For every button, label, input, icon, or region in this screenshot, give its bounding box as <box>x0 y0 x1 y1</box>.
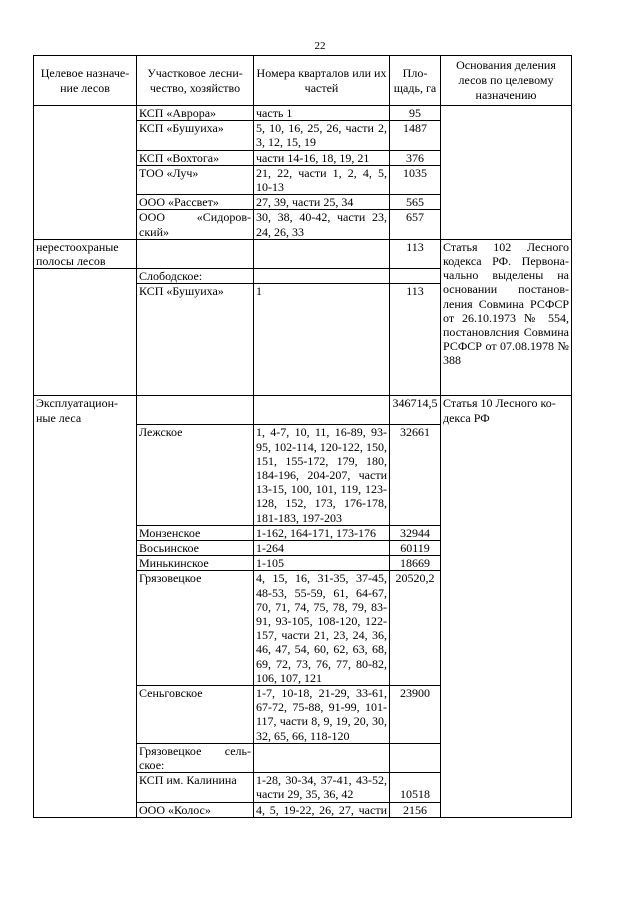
area-cell: 1487 <box>390 121 441 150</box>
area-cell: 32661 <box>390 425 441 525</box>
header-area: Пло-щадь, га <box>390 56 441 106</box>
quarters-cell: часть 1 <box>254 106 390 121</box>
page-number: 22 <box>314 40 326 52</box>
area-cell: 32944 <box>390 525 441 540</box>
table-row <box>34 396 572 425</box>
quarters-cell-empty <box>254 239 390 268</box>
area-cell: 23900 <box>390 686 441 744</box>
purpose-cell-empty <box>34 269 137 396</box>
area-cell: 20520,2 <box>390 571 441 686</box>
forestry-cell: КСП «Бушуиха» <box>137 121 254 150</box>
quarters-cell: 1-264 <box>254 540 390 555</box>
table-header-row <box>34 56 572 106</box>
quarters-cell: 1, 4-7, 10, 11, 16-89, 93-95, 102-114, 120-122, 150, 151, 155-172, 179, 180, 184-196, 204-207, части 13-15, 100, 101, 119, 123-128, 152, 173, 176-178, 181-183, 197-203 <box>254 425 390 525</box>
header-purpose: Целевое назначе-ние лесов <box>34 56 137 106</box>
purpose-cell-empty <box>34 106 137 240</box>
quarters-cell: части 14-16, 18, 19, 21 <box>254 150 390 165</box>
forestry-cell: ООО «Колос» <box>137 802 254 817</box>
forestry-cell: Восьинское <box>137 540 254 555</box>
area-cell-empty <box>390 743 441 772</box>
forestry-cell: ТОО «Луч» <box>137 165 254 194</box>
forestry-cell-empty <box>137 396 254 425</box>
area-cell: 95 <box>390 106 441 121</box>
area-cell: 60119 <box>390 540 441 555</box>
area-cell: 376 <box>390 150 441 165</box>
table-row <box>34 239 572 268</box>
quarters-cell: 1-105 <box>254 556 390 571</box>
forestry-cell: КСП им. Калинина <box>137 773 254 802</box>
quarters-cell-empty <box>254 396 390 425</box>
quarters-cell: 1-7, 10-18, 21-29, 33-61, 67-72, 75-88, 91-99, 101-117, части 8, 9, 19, 20, 30, 32, 65, 66, 118-120 <box>254 686 390 744</box>
quarters-cell: 30, 38, 40-42, части 23, 24, 26, 33 <box>254 210 390 239</box>
forest-purpose-table <box>33 55 572 818</box>
forestry-cell: КСП «Бушуиха» <box>137 284 254 396</box>
forestry-cell: КСП «Аврора» <box>137 106 254 121</box>
quarters-cell-empty <box>254 743 390 772</box>
forestry-cell: Грязовецкое <box>137 571 254 686</box>
forestry-cell: Грязовецкое сель-ское: <box>137 743 254 772</box>
area-cell: 1035 <box>390 165 441 194</box>
purpose-cell: Эксплуатацион-ные леса <box>34 396 137 425</box>
quarters-cell: 1-162, 164-171, 173-176 <box>254 525 390 540</box>
quarters-cell: 27, 39, части 25, 34 <box>254 195 390 210</box>
forestry-cell: Слободское: <box>137 269 254 284</box>
area-cell: 565 <box>390 195 441 210</box>
area-total-cell: 346714,5 <box>390 396 441 425</box>
quarters-cell: 4, 15, 16, 31-35, 37-45, 48-53, 55-59, 61, 64-67, 70, 71, 74, 75, 78, 79, 83-91, 93-105, 108-120, 122-157, части 21, 23, 24, 36, 46, 47, 54, 60, 62, 63, 68, 69, 72, 73, 76, 77, 80-82, 106, 107, 121 <box>254 571 390 686</box>
quarters-cell: 4, 5, 19-22, 26, 27, части <box>254 802 390 817</box>
quarters-cell: 21, 22, части 1, 2, 4, 5, 10-13 <box>254 165 390 194</box>
header-quarters: Номера кварталов или их частей <box>254 56 390 106</box>
forestry-cell: КСП «Вохтога» <box>137 150 254 165</box>
area-cell: 10518 <box>390 773 441 802</box>
quarters-cell: 1-28, 30-34, 37-41, 43-52, части 29, 35, 36, 42 <box>254 773 390 802</box>
area-cell-empty <box>390 269 441 284</box>
forestry-cell: Сеньговское <box>137 686 254 744</box>
quarters-cell-empty <box>254 269 390 284</box>
quarters-cell: 1 <box>254 284 390 396</box>
basis-cell: Статья 10 Лесного ко-декса РФ <box>441 396 572 817</box>
basis-cell: Статья 102 Лесного кодекса РФ. Первона-чально выделены на основании постанов-ления Совмина РСФСР от 26.10.1973 № 554, постановлсния Совмина РСФСР от 07.08.1978 № 388 <box>441 239 572 396</box>
forestry-cell-empty <box>137 239 254 268</box>
quarters-cell: 5, 10, 16, 25, 26, части 2, 3, 12, 15, 19 <box>254 121 390 150</box>
area-total-cell: 113 <box>390 239 441 268</box>
header-basis: Основания деления лесов по целевому назначению <box>441 56 572 106</box>
table-row <box>34 106 572 121</box>
purpose-cell: нерестоохраные полосы лесов <box>34 239 137 268</box>
purpose-cell-empty <box>34 425 137 817</box>
area-cell: 18669 <box>390 556 441 571</box>
forestry-cell: Монзенское <box>137 525 254 540</box>
area-cell: 657 <box>390 210 441 239</box>
header-forestry: Участковое лесни-чество, хозяйство <box>137 56 254 106</box>
basis-cell-empty <box>441 106 572 240</box>
area-cell: 113 <box>390 284 441 396</box>
forestry-cell: ООО «Сидоров-ский» <box>137 210 254 239</box>
forestry-cell: Лежское <box>137 425 254 525</box>
forestry-cell: ООО «Рассвет» <box>137 195 254 210</box>
forestry-cell: Минькинское <box>137 556 254 571</box>
area-cell: 2156 <box>390 802 441 817</box>
